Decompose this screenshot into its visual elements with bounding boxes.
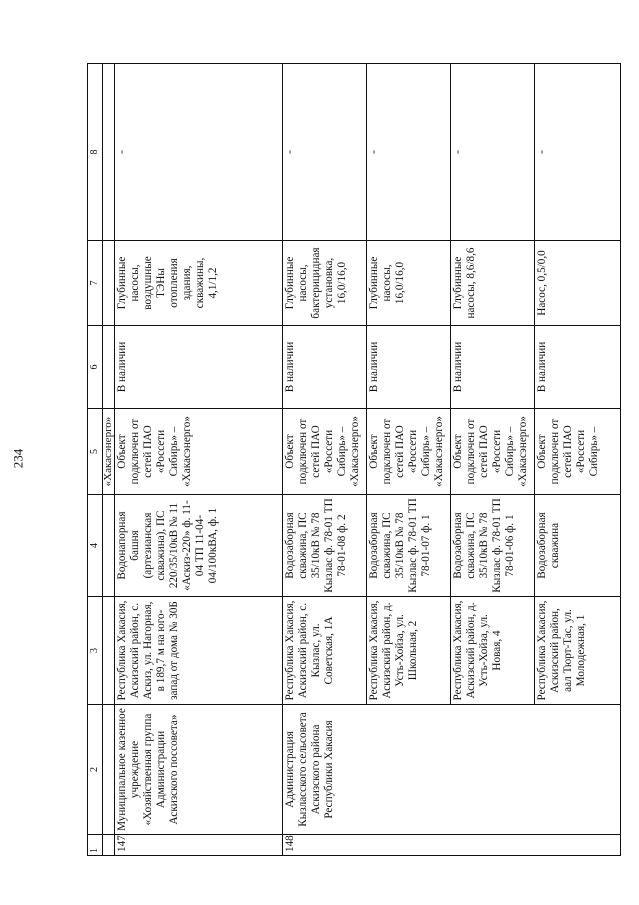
- availability-cell: В наличии: [451, 326, 535, 409]
- col8-cell: -: [367, 64, 451, 241]
- equipment-cell: Глубинные насосы, воздушные ТЭНы отопления здания, скважины, 4,1/1,2: [115, 241, 283, 326]
- column-number: 2: [88, 705, 103, 835]
- table-row: [283, 64, 367, 856]
- page-number: [8, 448, 28, 469]
- object-cell: Водонапорная башня (артезианская скважина), ПС 220/35/10кВ № 11 «Аскиз-220» ф. 11-04 ТП 11-04-04/100кВА, ф. 1: [115, 495, 283, 597]
- table-row: [115, 64, 283, 856]
- owner-cell: Муниципальное казенное учреждение «Хозяйственная группа Администрации Аскизского поссовета»: [115, 705, 283, 835]
- owner-cell: Администрация Кызласского сельсовета Аскизского района Республики Хакасия: [283, 705, 621, 835]
- col8-cell: -: [535, 64, 621, 241]
- continuation-row: [103, 64, 115, 856]
- availability-cell: В наличии: [367, 326, 451, 409]
- column-number: 7: [88, 241, 103, 326]
- connection-cell: Объект подключен от сетей ПАО «Россети Сибирь» –: [535, 409, 621, 495]
- address-cell: Республика Хакасия, Аскизский район, с. Аскиз, ул. Нагорная, в 189,7 м на юго-запад от дома № 30Б: [115, 597, 283, 705]
- row-number: 147: [115, 835, 283, 856]
- address-cell: Республика Хакасия, Аскизский район, аал Тюрт-Тас, ул. Молодежная, 1: [535, 597, 621, 705]
- address-cell: Республика Хакасия, Аскизский район, д. Усть-Хойза, ул. Новая, 4: [451, 597, 535, 705]
- availability-cell: В наличии: [283, 326, 367, 409]
- connection-cell: Объект подключен от сетей ПАО «Россети Сибирь» – «Хакасэнерго»: [451, 409, 535, 495]
- connection-cell: Объект подключен от сетей ПАО «Россети Сибирь» – «Хакасэнерго»: [115, 409, 283, 495]
- object-cell: Водозаборная скважина: [535, 495, 621, 597]
- continuation-cell: «Хакасэнерго»: [103, 409, 115, 495]
- object-cell: Водозаборная скважина, ПС 35/10кВ № 78 Кызлас ф. 78-01 ТП 78-01-07 ф. 1: [367, 495, 451, 597]
- address-cell: Республика Хакасия, Аскизский район, д. Усть-Хойза, ул. Школьная, 2: [367, 597, 451, 705]
- equipment-cell: Глубинные насосы, бактерицидная установка, 16,0/16,0: [283, 241, 367, 326]
- address-cell: Республика Хакасия, Аскизский район, с. Кызлас, ул. Советская, 1А: [283, 597, 367, 705]
- object-cell: Водозаборная скважина, ПС 35/10кВ № 78 Кызлас ф. 78-01 ТП 78-01-08 ф. 2: [283, 495, 367, 597]
- availability-cell: В наличии: [535, 326, 621, 409]
- equipment-cell: Глубинные насосы, 16,0/16,0: [367, 241, 451, 326]
- column-number: 4: [88, 495, 103, 597]
- col8-cell: -: [115, 64, 283, 241]
- page-number-text: 234: [10, 448, 26, 469]
- col8-cell: -: [283, 64, 367, 241]
- connection-cell: Объект подключен от сетей ПАО «Россети Сибирь» – «Хакасэнерго»: [367, 409, 451, 495]
- column-number: 5: [88, 409, 103, 495]
- column-number: 8: [88, 64, 103, 241]
- rotated-table-sheet: [87, 64, 600, 856]
- object-cell: Водозаборная скважина, ПС 35/10кВ № 78 Кызлас ф. 78-01 ТП 78-01-06 ф. 1: [451, 495, 535, 597]
- availability-cell: В наличии: [115, 326, 283, 409]
- equipment-cell: Глубинные насосы, 8,6/8,6: [451, 241, 535, 326]
- row-number: 148: [283, 835, 621, 856]
- col8-cell: -: [451, 64, 535, 241]
- equipment-cell: Насос, 0,5/0,0: [535, 241, 621, 326]
- connection-cell: Объект подключен от сетей ПАО «Россети Сибирь» – «Хакасэнерго»: [283, 409, 367, 495]
- column-number: 1: [88, 835, 103, 856]
- data-table: [87, 63, 621, 856]
- column-number: 3: [88, 597, 103, 705]
- column-number: 6: [88, 326, 103, 409]
- column-number-row: [88, 64, 103, 856]
